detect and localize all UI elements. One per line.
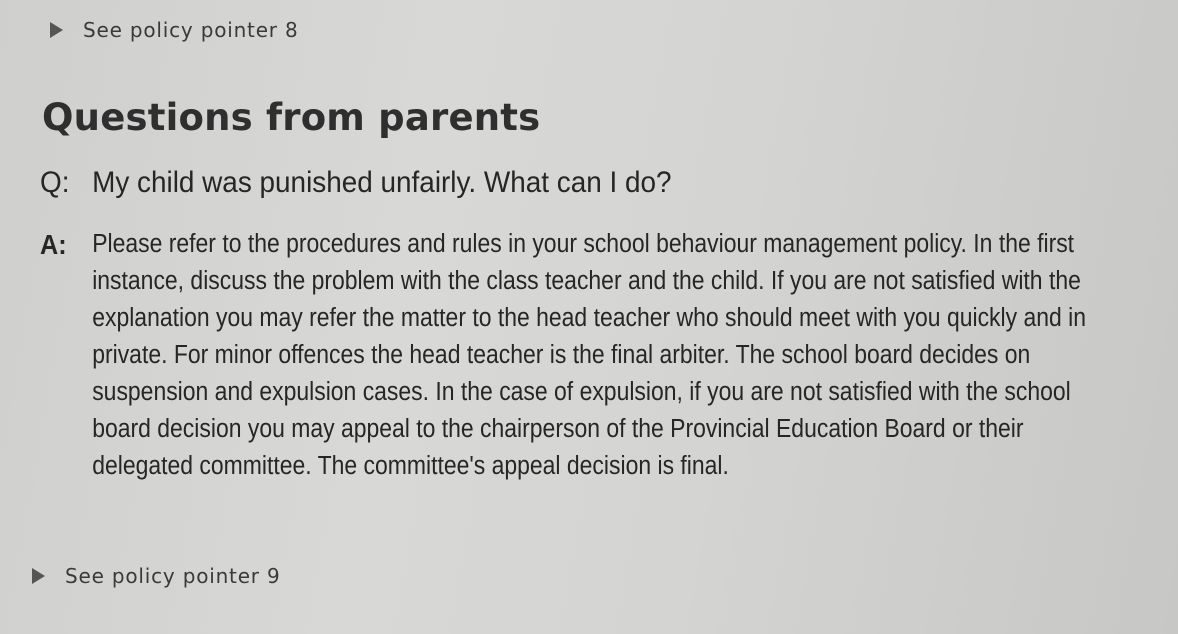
answer-text: Please refer to the procedures and rules in your school behaviour management policy. In the first instance, discuss the problem with the class teacher and the child. If you are not satisfied with the explanation you may refer the matter to the head teacher who should meet with you quickly and in private. For minor offences the head teacher is the final arbiter. The school board decides on suspension and expulsion cases. In the case of expulsion, if you are not satisfied with the school board decision you may appeal to the chairperson of the Provincial Education Board or their delegated committee. The committee's appeal decision is final.	[92, 230, 1087, 480]
answer-marker: A:	[40, 229, 67, 260]
question-block	[40, 166, 672, 200]
question-marker: Q:	[40, 166, 70, 199]
policy-pointer-label: See policy pointer 9	[65, 564, 281, 588]
triangle-bullet-icon	[50, 22, 63, 38]
question-text: My child was punished unfairly. What can I do?	[92, 166, 672, 199]
section-heading: Questions from parents	[42, 96, 541, 139]
policy-pointer-8	[50, 18, 299, 42]
triangle-bullet-icon	[32, 568, 45, 584]
answer-block	[40, 226, 1091, 485]
policy-pointer-9	[32, 564, 281, 588]
policy-pointer-label: See policy pointer 8	[83, 18, 299, 42]
